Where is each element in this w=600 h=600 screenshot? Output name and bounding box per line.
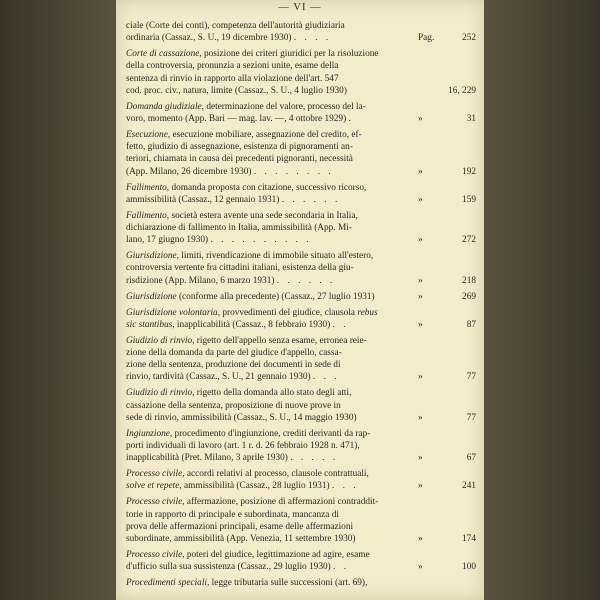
entry-line: dichiarazione di fallimento in Italia, ammissibilità (App. Mi- — [126, 223, 352, 234]
entry-line: , procedimento d'ingiunzione, crediti derivanti da rap- — [169, 428, 371, 439]
page-number: 174 — [462, 534, 476, 545]
index-entry — [126, 549, 476, 573]
page-number: 159 — [462, 194, 476, 205]
entry-line: ciale (Corte dei conti), competenza dell'autorità giudiziaria — [126, 21, 345, 31]
leader-dots: . . — [332, 319, 349, 330]
entry-keyword: Giurisdizione — [126, 251, 177, 262]
page-prefix: Pag. — [418, 33, 435, 44]
leader-dots: . . . . . . — [276, 275, 336, 286]
entry-line: , determinazione del valore, processo del la- — [201, 101, 366, 112]
entry-keyword: Fallimento — [126, 182, 167, 193]
entry-line: ordinaria (Cassaz., S. U., 19 dicembre 1930) — [126, 33, 292, 44]
index-entry — [126, 20, 476, 44]
entry-line: , inapplicabilità (Cassaz., 8 febbraio 1930) — [172, 319, 331, 330]
leader-dots: . . . . . . . . — [253, 166, 334, 177]
entry-line: zione della domanda da parte del giudice d'appello, cassa- — [126, 348, 342, 359]
leader-dots: . . — [333, 562, 350, 573]
page-prefix: » — [418, 275, 423, 286]
page-prefix: » — [418, 319, 423, 330]
entry-line: , esecuzione mobiliare, assegnazione del credito, ef- — [167, 130, 362, 141]
entry-keyword: sic stantibus — [126, 319, 173, 330]
page-prefix: » — [418, 291, 423, 302]
index-entry — [126, 182, 476, 206]
index-entry — [126, 468, 476, 492]
entry-line: , ammissibilità (Cassaz., 28 luglio 1931) — [179, 481, 330, 492]
page-prefix: » — [418, 194, 423, 205]
page-number: 272 — [462, 235, 476, 246]
leader-dots: . . . . . — [290, 453, 339, 464]
entry-line: (conforme alla precedente) (Cassaz., 27 luglio 1931) — [176, 291, 375, 302]
entry-line: , accordi relativi al processo, clausole contrattuali, — [182, 469, 369, 480]
entry-keyword: Domanda giudiziale — [126, 101, 202, 112]
right-background — [484, 0, 600, 600]
entry-line: teriori, chiamata in causa dei precedenti pignoranti, necessità — [126, 154, 353, 165]
index-entry — [126, 210, 476, 247]
page-number: 241 — [462, 481, 476, 492]
index-entry — [126, 250, 476, 287]
index-entry — [126, 48, 476, 97]
page-number: 31 — [466, 114, 476, 125]
entry-line: cassazione della sentenza, proposizione di nuove prove in — [126, 400, 341, 411]
page-prefix: » — [418, 453, 423, 464]
page-prefix — [418, 85, 432, 97]
page-number: 269 — [462, 291, 476, 302]
page-number: 252 — [462, 33, 476, 44]
entry-line: inapplicabilità (Pret. Milano, 3 aprile 1930) — [126, 453, 288, 464]
leader-dots: . . . . — [293, 33, 332, 44]
entry-keyword: Processo civile — [126, 550, 183, 561]
entry-keyword: Giurisdizione volontaria — [126, 307, 218, 318]
index-entry — [126, 291, 476, 303]
entry-line: , provvedimenti del giudice, clausola — [217, 307, 358, 318]
index-entry — [126, 129, 476, 178]
entry-keyword: Processo civile — [126, 469, 183, 480]
leader-dots: . . . . . . . . . . — [210, 235, 312, 246]
index-entry — [126, 428, 476, 465]
entry-line: (App. Milano, 26 dicembre 1930) — [126, 166, 252, 177]
page-prefix: » — [418, 534, 423, 545]
entry-line: , poteri del giudice, legittimazione ad agire, esame — [182, 550, 370, 561]
leader-dots: . . . . . . — [281, 194, 341, 205]
entry-line: sede di rinvio, ammissibilità (Cassaz., S. U., 14 maggio 1930) — [126, 412, 357, 423]
page-prefix: » — [418, 481, 423, 492]
entry-keyword: solve et repete — [126, 481, 180, 492]
entry-line: della controversia, pronunzia a sezioni unite, esame della — [126, 61, 339, 72]
entry-line: , domanda proposta con citazione, successivo ricorso, — [166, 182, 367, 193]
entry-line: , posizione dei criteri giuridici per la risoluzione — [199, 49, 379, 60]
entry-keyword: Corte di cassazione — [126, 49, 200, 60]
entry-line: subordinate, ammissibilità (App. Venezia, 11 settembre 1930) — [126, 534, 356, 545]
page-number: 77 — [466, 372, 476, 383]
entry-line: porti individuali di lavoro (art. 1 r. d. 26 febbraio 1928 n. 471), — [126, 441, 360, 452]
entry-line: , rigetto della domanda allo stato degli atti, — [192, 388, 352, 399]
entry-line: rinvio, tardività (Cassaz., S. U., 21 gennaio 1930) — [126, 372, 311, 383]
entry-line: , società estera avente una sede secondaria in Italia, — [166, 210, 358, 221]
entry-line: cod. proc. civ., natura, limite (Cassaz., S. U., 4 luglio 1930) — [126, 85, 347, 96]
entry-keyword: Giurisdizione — [126, 291, 177, 302]
entry-keyword: Processo civile — [126, 497, 183, 508]
entry-keyword: Procedimenti speciali — [126, 578, 207, 589]
entry-keyword: Esecuzione — [126, 130, 168, 141]
index-entry — [126, 101, 476, 125]
entry-line: voro, momento (App. Bari — mag. lav. —, 4 ottobre 1929) — [126, 114, 347, 125]
entry-line: lano, 17 giugno 1930) — [126, 235, 209, 246]
entry-line: fetto, giudizio di assegnazione, esistenza di pignoramenti an- — [126, 142, 353, 153]
page-prefix: » — [418, 166, 423, 177]
index-entry — [126, 496, 476, 545]
entry-line: , limiti, rivendicazione di immobile situato all'estero, — [176, 251, 374, 262]
page-number: 67 — [466, 453, 476, 464]
entry-keyword: Ingiunzione — [126, 428, 170, 439]
page-number: 77 — [466, 412, 476, 423]
entry-line: controversia vertente fra cittadini italiani, esistenza della giu- — [126, 263, 354, 274]
entry-keyword: Giudizio di rinvio — [126, 388, 193, 399]
page-number: 100 — [462, 562, 476, 573]
entry-line: ammissibilità (Cassaz., 12 gennaio 1931) — [126, 194, 280, 205]
entry-line: , rigetto dell'appello senza esame, erronea reie- — [192, 335, 367, 346]
page-prefix: » — [418, 562, 423, 573]
entry-line: zione della sentenza, produzione dei documenti in sede di — [126, 360, 341, 371]
entry-keyword: rebus — [357, 307, 378, 318]
entry-line: d'ufficio sulla sua sussistenza (Cassaz., 29 luglio 1930) — [126, 562, 331, 573]
entry-line: risdizione (App. Milano, 6 marzo 1931) — [126, 275, 275, 286]
page-prefix: » — [418, 114, 423, 125]
page-number: 192 — [462, 166, 476, 177]
leader-dots: . . . — [312, 372, 340, 383]
index-entry — [126, 335, 476, 384]
page-number: 16, 229 — [448, 85, 476, 96]
page-number: 87 — [466, 319, 476, 330]
page-prefix: » — [418, 235, 423, 246]
entry-line: prova delle affermazioni principali, esame delle affermazioni — [126, 521, 354, 532]
leader-dots: . — [348, 114, 354, 125]
leader-dots: . . . — [331, 481, 359, 492]
page-prefix: » — [418, 412, 423, 423]
entry-line: , affermazione, posizione di affermazioni contraddit- — [182, 497, 379, 508]
index-entry — [126, 577, 476, 589]
index-entries — [126, 20, 476, 593]
entry-keyword: Giudizio di rinvio — [126, 335, 193, 346]
entry-line: torie in rapporto di principale e subordinata, mancanza di — [126, 509, 339, 520]
entry-line: , legge tributaria sulle successioni (art. 69), — [206, 578, 368, 589]
index-entry — [126, 307, 476, 331]
entry-line: sentenza di rinvio in rapporto alla violazione dell'art. 547 — [126, 73, 339, 84]
entry-keyword: Fallimento — [126, 210, 167, 221]
index-entry — [126, 387, 476, 424]
page-header: — VI — — [278, 2, 322, 13]
page-number: 218 — [462, 275, 476, 286]
page-prefix: » — [418, 372, 423, 383]
index-page — [116, 0, 484, 600]
left-background — [0, 0, 116, 600]
